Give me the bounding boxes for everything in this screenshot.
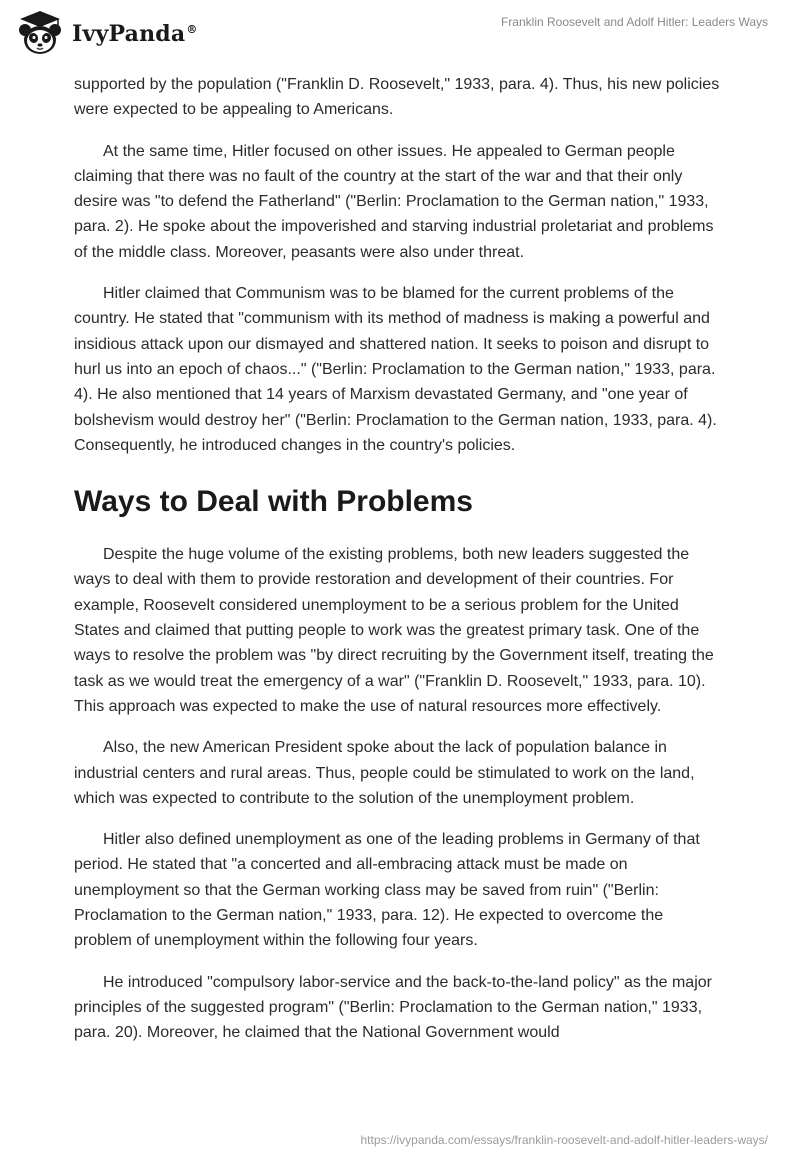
paragraph: Also, the new American President spoke about the lack of population balance in industrial centers and rural areas. Thus, people could be stimulated to work on the land, which was expected to contribute to the solution of the unemployment problem. (74, 739, 695, 807)
ivypanda-logo[interactable] (14, 8, 198, 60)
section-heading: Ways to Deal with Problems (74, 485, 473, 519)
document-title: Franklin Roosevelt and Adolf Hitler: Leaders Ways (500, 15, 768, 29)
paragraph: He introduced "compulsory labor-service and the back-to-the-land policy" as the major principles of the suggested program" ("Berlin: Proclamation to the German nation," 1933, para. 20). Moreover, he claimed that the National Government would (74, 973, 712, 1042)
logo-text: IvyPanda® (72, 21, 198, 47)
source-url[interactable]: https://ivypanda.com/essays/franklin-roosevelt-and-adolf-hitler-leaders-ways/ (360, 1133, 768, 1147)
essay-body (74, 72, 724, 1062)
paragraph: Despite the huge volume of the existing problems, both new leaders suggested the ways to deal with them to provide restoration and development of their countries. For example, Roosevelt considered unemployment to be a serious problem for the United States and claimed that putting people to work was the greatest primary task. One of the ways to resolve the problem was "by direct recruiting by the Government itself, treating the task as we would treat the emergency of a war" ("Franklin D. Roosevelt," 1933, para. 10). This approach was expected to make the use of natural resources more effectively. (74, 546, 714, 715)
paragraph: supported by the population ("Franklin D. Roosevelt," 1933, para. 4). Thus, his new policies were expected to be appealing to Americans. (74, 76, 720, 119)
paragraph: Hitler claimed that Communism was to be blamed for the current problems of the country. He stated that "communism with its method of madness is making a powerful and insidious attack upon our dismayed and shattered nation. It seeks to poison and disrupt to hurl us into an epoch of chaos..." ("Berlin: Proclamation to the German nation," 1933, para. 4). He also mentioned that 14 years of Marxism devastated Germany, and "one year of bolshevism would destroy her" ("Berlin: Proclamation to the German nation, 1933, para. 4). Consequently, he introduced changes in the country's policies. (74, 285, 717, 454)
paragraph: Hitler also defined unemployment as one of the leading problems in Germany of that period. He stated that "a concerted and all-embracing attack must be made on unemployment so that the German working class may be saved from ruin" ("Berlin: Proclamation to the German nation," 1933, para. 12). He expected to overcome the problem of unemployment within the following four years. (74, 831, 700, 950)
paragraph: At the same time, Hitler focused on other issues. He appealed to German people claiming that there was no fault of the country at the start of the war and that their only desire was "to defend the Fatherland" ("Berlin: Proclamation to the German nation," 1933, para. 2). He spoke about the impoverished and starving industrial proletariat and problems of the middle class. Moreover, peasants were also under threat. (74, 142, 714, 261)
panda-graduate-icon (14, 8, 66, 60)
page-header (0, 0, 800, 70)
